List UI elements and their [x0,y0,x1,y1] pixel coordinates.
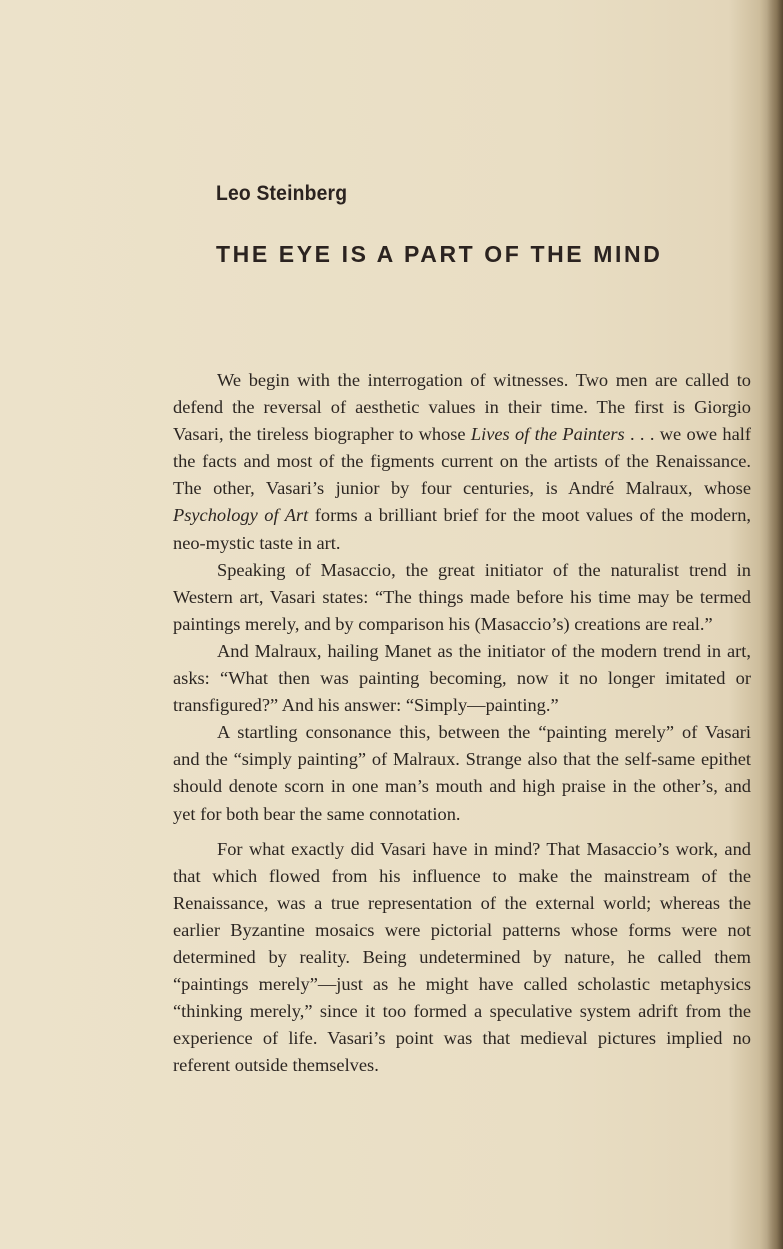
book-title-lives-of-the-painters: Lives of the Painters [470,424,625,445]
paragraph-1-text-c: forms a brilliant brief for the moot values of the modern, neo-mystic taste in art. [173,505,751,553]
paragraph-1-text-b: . . . we owe half the facts and most of the figments current on the artists of the Renaissance. The other, Vasari’s junior by four centuries, is André Malraux, whose [173,424,751,499]
paragraph-1 [173,367,751,557]
paragraph-3: And Malraux, hailing Manet as the initiator of the modern trend in art, asks: “What then was painting becoming, now it no longer imitated or transfigured?” And his answer: “Simply—painting.” [173,640,751,716]
author-name: Leo Steinberg [216,182,348,205]
book-title-psychology-of-art: Psychology of Art [173,505,309,526]
paragraph-1-text-a: We begin with the interrogation of witnesses. Two men are called to defend the reversal of aesthetic values in their time. The first is Giorgio Vasari, the tireless biographer to whose [173,370,751,445]
chapter-title: THE EYE IS A PART OF THE MIND [216,241,663,267]
paragraph-2: Speaking of Masaccio, the great initiator of the naturalist trend in Western art, Vasari states: “The things made before his time may be termed paintings merely, and by comparison his (Masaccio’s) creations are real.” [173,559,751,634]
page-edge-shadow [767,0,783,1249]
paragraph-5: For what exactly did Vasari have in mind? That Masaccio’s work, and that which flowed from his influence to make the mainstream of the Renaissance, was a true representation of the external world; whereas the earlier Byzantine mosaics were pictorial patterns whose forms were not determined by reality. Being undetermined by nature, he called them “paintings merely”—just as he might have called scholastic metaphysics “thinking merely,” since it too formed a speculative system adrift from the experience of life. Vasari’s point was that medieval pictures implied no referent outside themselves. [173,838,751,1076]
body-text [173,367,751,1079]
paragraph-4: A startling consonance this, between the “painting merely” of Vasari and the “simply painting” of Malraux. Strange also that the self-same epithet should denote scorn in one man’s mouth and high praise in the other’s, and yet for both bear the same connotation. [173,722,751,824]
